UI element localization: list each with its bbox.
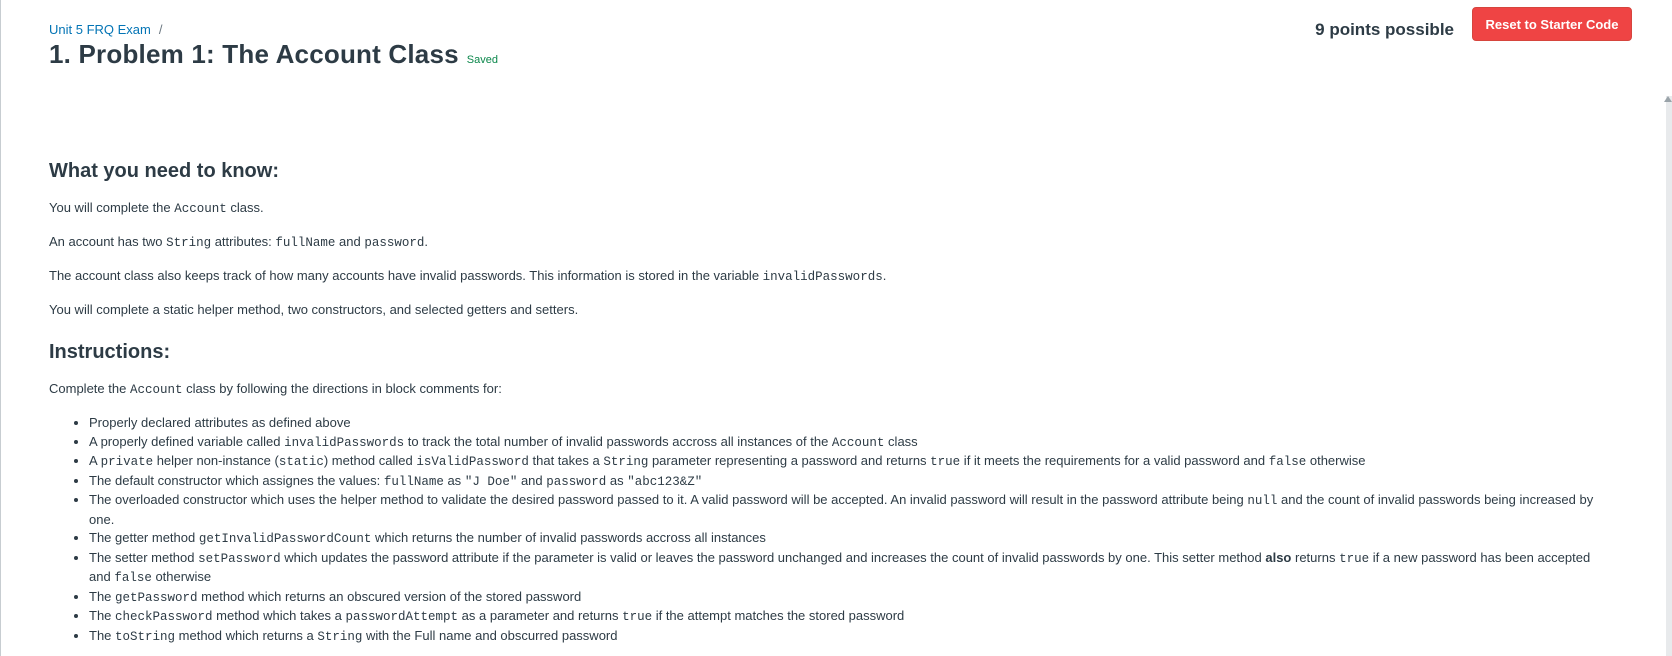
know-paragraph-2: An account has two String attributes: fullName and password. bbox=[49, 234, 428, 250]
list-item: • The toString method which returns a String with the Full name and obscurred password bbox=[89, 627, 1609, 647]
breadcrumb-link-exam[interactable]: Unit 5 FRQ Exam bbox=[49, 22, 151, 37]
breadcrumb-separator: / bbox=[158, 22, 163, 37]
title-row bbox=[49, 39, 1672, 70]
list-item: • The setter method setPassword which updates the password attribute if the parameter is valid or leaves the password unchanged and increases the count of invalid passwords by one. This setter method also returns true if a new password has been accepted and false otherwise bbox=[89, 549, 1609, 588]
scrollbar-track[interactable] bbox=[1666, 96, 1672, 656]
instructions-intro: Complete the Account class by following the directions in block comments for: bbox=[49, 381, 502, 397]
list-item: • The getPassword method which returns an obscured version of the stored password bbox=[89, 588, 1609, 608]
list-item: • A private helper non-instance (static) method called isValidPassword that takes a String parameter representing a password and returns true if it meets the requirements for a valid password and false otherwise bbox=[89, 452, 1609, 472]
list-item: • A properly defined variable called invalidPasswords to track the total number of invalid passwords accross all instances of the Account class bbox=[89, 433, 1609, 453]
list-item: • The default constructor which assignes the values: fullName as "J Doe" and password as "abc123&Z" bbox=[89, 472, 1609, 492]
section-heading-instructions: Instructions: bbox=[49, 341, 171, 363]
know-paragraph-1: You will complete the Account class. bbox=[49, 200, 264, 216]
reset-starter-code-button[interactable]: Reset to Starter Code bbox=[1472, 7, 1632, 41]
saved-status: Saved bbox=[466, 54, 498, 66]
page-title: 1. Problem 1: The Account Class bbox=[49, 39, 459, 69]
list-item: • The overloaded constructor which uses the helper method to validate the desired password passed to it. A valid password will be accepted. An invalid password will result in the password attribute being null and the count of invalid passwords being increased by one. bbox=[89, 491, 1609, 529]
know-paragraph-4: You will complete a static helper method, two constructors, and selected getters and setters. bbox=[49, 302, 579, 317]
section-heading-know: What you need to know: bbox=[49, 160, 279, 182]
scroll-up-arrow-icon[interactable] bbox=[1664, 96, 1672, 102]
list-item: • Properly declared attributes as defined above bbox=[89, 414, 1609, 433]
know-paragraph-3: The account class also keeps track of how many accounts have invalid passwords. This information is stored in the variable invalidPasswords. bbox=[49, 268, 887, 284]
list-item: • The getter method getInvalidPasswordCount which returns the number of invalid passwords accross all instances bbox=[89, 529, 1609, 549]
problem-content bbox=[49, 160, 1609, 646]
instructions-list bbox=[49, 414, 1609, 646]
points-possible: 9 points possible bbox=[1315, 20, 1454, 39]
list-item: • The checkPassword method which takes a passwordAttempt as a parameter and returns true if the attempt matches the stored password bbox=[89, 607, 1609, 627]
